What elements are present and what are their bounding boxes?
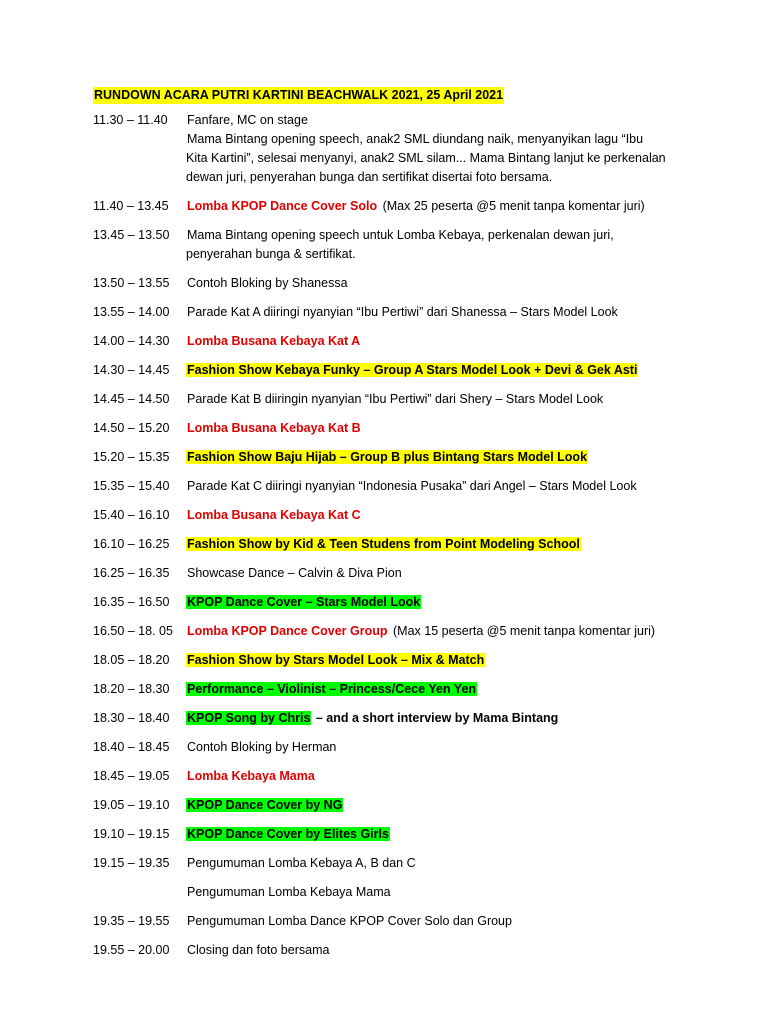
row-description [186,448,666,467]
row-time: 19.35 – 19.55 [93,914,170,928]
row-description [186,854,666,873]
row-time: 15.35 – 15.40 [93,479,170,493]
rundown-row [0,274,768,293]
row-description [186,883,666,902]
row-text: Parade Kat A diiringi nyanyian “Ibu Pertiwi” dari Shanessa – Stars Model Look [187,305,618,319]
document-title: RUNDOWN ACARA PUTRI KARTINI BEACHWALK 2021, 25 April 2021 [94,88,504,102]
row-description [186,825,666,844]
row-text: (Max 15 peserta @5 menit tanpa komentar juri) [389,624,656,638]
row-time: 18.05 – 18.20 [93,653,170,667]
row-time: 14.50 – 15.20 [93,421,170,435]
rundown-row [0,506,768,525]
row-text: Fashion Show by Kid & Teen Studens from Point Modeling School [187,537,580,551]
rundown-row [0,738,768,757]
row-text: Contoh Bloking by Herman [187,740,337,754]
row-time: 16.25 – 16.35 [93,566,170,580]
row-text: Mama Bintang opening speech, anak2 SML diundang naik, menyanyikan lagu “Ibu Kita Kartini”, selesai menyanyi, anak2 SML silam... Mama Bintang lanjut ke perkenalan dewan juri, penyerahan bunga dan sertifikat disertai foto bersama. [186,132,666,184]
row-description [186,419,666,438]
row-description [186,709,666,728]
row-time: 18.45 – 19.05 [93,769,170,783]
rundown-row [0,390,768,409]
row-text: Lomba Busana Kebaya Kat A [187,334,361,348]
row-time: 19.15 – 19.35 [93,856,170,870]
rundown-row [0,226,768,264]
row-text: Contoh Bloking by Shanessa [187,276,348,290]
row-text: Pengumuman Lomba Dance KPOP Cover Solo dan Group [187,914,512,928]
row-text: Lomba Busana Kebaya Kat B [187,421,361,435]
rundown-row [0,535,768,554]
row-description [186,941,666,960]
rundown-row [0,361,768,380]
row-time: 18.20 – 18.30 [93,682,170,696]
row-description [186,680,666,699]
rundown-row [0,477,768,496]
rundown-row [0,332,768,351]
row-text: Lomba KPOP Dance Cover Solo [187,199,378,213]
row-description [186,303,666,322]
rundown-row [0,197,768,216]
row-text: Fashion Show Kebaya Funky – Group A Stars Model Look + Devi & Gek Asti [187,363,638,377]
row-time: 19.05 – 19.10 [93,798,170,812]
rundown-row [0,419,768,438]
rundown-row [0,593,768,612]
row-time: 18.30 – 18.40 [93,711,170,725]
row-text: Fashion Show by Stars Model Look – Mix & Match [187,653,485,667]
row-time: 13.55 – 14.00 [93,305,170,319]
rundown-row [0,622,768,641]
rundown-row [0,854,768,873]
row-time: 14.00 – 14.30 [93,334,170,348]
row-description [186,111,666,187]
row-time: 16.50 – 18. 05 [93,624,173,638]
row-description [186,197,666,216]
row-text: Parade Kat C diiringi nyanyian “Indonesia Pusaka” dari Angel – Stars Model Look [187,479,637,493]
row-text: KPOP Dance Cover by Elites Girls [187,827,389,841]
row-text: Fashion Show Baju Hijab – Group B plus Bintang Stars Model Look [187,450,588,464]
row-time: 14.30 – 14.45 [93,363,170,377]
row-time: 16.35 – 16.50 [93,595,170,609]
rundown-row [0,564,768,583]
row-time: 19.55 – 20.00 [93,943,170,957]
row-description [186,593,666,612]
rundown-row [0,912,768,931]
row-text: Lomba Kebaya Mama [187,769,315,783]
row-text: KPOP Dance Cover by NG [187,798,343,812]
row-description [186,332,666,351]
row-time: 18.40 – 18.45 [93,740,170,754]
row-description [186,226,666,264]
rundown-row [0,825,768,844]
row-time: 13.50 – 13.55 [93,276,170,290]
row-text: Fanfare, MC on stage [187,113,308,127]
rundown-row [0,111,768,187]
row-time: 15.20 – 15.35 [93,450,170,464]
row-description [186,535,666,554]
row-text: Lomba Busana Kebaya Kat C [187,508,361,522]
row-time: 13.45 – 13.50 [93,228,170,242]
row-text: (Max 25 peserta @5 menit tanpa komentar juri) [379,199,645,213]
rundown-row [0,767,768,786]
row-text: Parade Kat B diiringin nyanyian “Ibu Pertiwi” dari Shery – Stars Model Look [187,392,604,406]
row-time: 11.40 – 13.45 [93,199,169,213]
row-description [186,361,666,380]
row-text: KPOP Dance Cover – Stars Model Look [187,595,421,609]
row-time: 11.30 – 11.40 [93,113,168,127]
row-text: Pengumuman Lomba Kebaya A, B dan C [187,856,416,870]
row-text: Showcase Dance – Calvin & Diva Pion [187,566,402,580]
rundown-row [0,796,768,815]
row-text: Performance – Violinist – Princess/Cece Yen Yen [187,682,477,696]
row-description [186,622,666,641]
rundown-list [0,111,768,970]
row-text: Lomba KPOP Dance Cover Group [187,624,388,638]
row-text: Mama Bintang opening speech untuk Lomba Kebaya, perkenalan dewan juri, penyerahan bunga & sertifikat. [186,228,614,261]
row-description [186,912,666,931]
row-text: – and a short interview by Mama Bintang [312,711,559,725]
row-time: 19.10 – 19.15 [93,827,170,841]
rundown-row [0,651,768,670]
row-description [186,651,666,670]
row-description [186,738,666,757]
row-text: KPOP Song by Chris [187,711,311,725]
rundown-row [0,448,768,467]
rundown-row [0,709,768,728]
row-description [186,506,666,525]
rundown-row [0,303,768,322]
rundown-row [0,883,768,902]
row-description [186,796,666,815]
row-description [186,477,666,496]
row-time: 14.45 – 14.50 [93,392,170,406]
row-description [186,274,666,293]
row-description [186,767,666,786]
row-description [186,564,666,583]
rundown-row [0,941,768,960]
row-description [186,390,666,409]
row-time: 15.40 – 16.10 [93,508,170,522]
rundown-row [0,680,768,699]
row-text: Closing dan foto bersama [187,943,330,957]
row-text: Pengumuman Lomba Kebaya Mama [187,885,391,899]
row-time: 16.10 – 16.25 [93,537,170,551]
